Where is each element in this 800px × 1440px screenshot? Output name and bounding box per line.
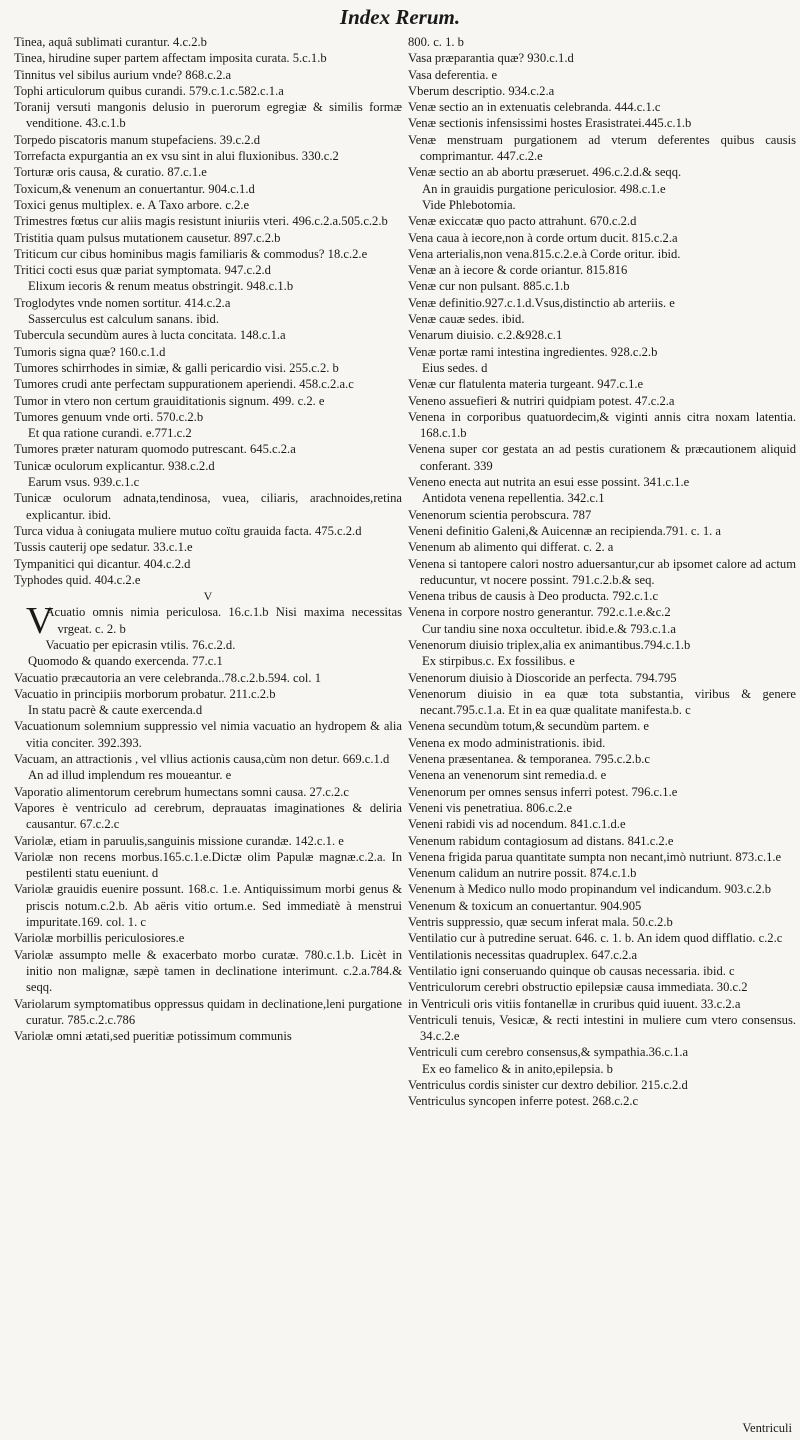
index-entry: Venæ exiccatæ quo pacto attrahunt. 670.c.2.d [408,214,637,229]
index-entry: Vena arterialis,non vena.815.c.2.e.à Corde oritur. ibid. [408,246,681,261]
index-entry: Venena secundùm totum,& secundùm partem. e [408,719,649,734]
index-entry: Torturæ oris causa, & curatio. 87.c.1.e [14,165,207,180]
index-entry: Venæ menstruam purgationem ad vterum deferentes quibus causis comprimantur. 447.c.2.e [408,132,796,164]
index-entry: Vacuatio in principiis morborum probatur. 211.c.2.b [14,686,276,701]
index-entry: Venæ portæ rami intestina ingredientes. 928.c.2.b [408,344,658,359]
index-entry: Venenorum per omnes sensus inferri potest. 796.c.1.e [408,784,678,799]
index-entry: Vena caua à iecore,non à corde ortum ducit. 815.c.2.a [408,230,678,245]
index-entry: Vberum descriptio. 934.c.2.a [408,83,555,98]
index-entry: Vapores è ventriculo ad cerebrum, deprauatas imaginationes & deliria causantur. 67.c.2.c [14,800,402,832]
index-entry: Veneni vis penetratiua. 806.c.2.e [408,800,573,815]
index-entry: Toxicum,& venenum an conuertantur. 904.c.1.d [14,181,255,196]
left-column [14,34,402,1434]
index-entry: Tympanitici qui dicantur. 404.c.2.d [14,556,191,571]
index-entry: Venena ex modo administrationis. ibid. [408,735,606,750]
index-entry: Elixum iecoris & renum meatus obstringit. 948.c.1.b [28,279,294,294]
index-entry: Venæ an à iecore & corde oriantur. 815.816 [408,263,628,278]
index-entry: Venæ definitio.927.c.1.d.Vsus,distinctio ab arteriis. e [408,295,675,310]
index-entry: Venena in corporibus quatuordecim,& viginti annis citra noxam latentia. 168.c.1.b [408,409,796,441]
index-entry: Veneno assuefieri & nutriri quidpiam potest. 47.c.2.a [408,393,675,408]
index-entry: Venenum rabidum contagiosum ad distans. 841.c.2.e [408,833,674,848]
index-entry: Veneno enecta aut nutrita an esui esse possint. 341.c.1.e [408,475,690,490]
index-entry: Ventriculus syncopen inferre potest. 268.c.2.c [408,1094,639,1109]
index-entry: Variolæ non recens morbus.165.c.1.e.Dictæ olim Papulæ magnæ.c.2.a. In pestilenti statu eueniunt. d [14,849,402,881]
index-entry: Venena super cor gestata an ad pestis curationem & præcautionem aliquid conferant. 339 [408,442,796,473]
index-entry: Vide Phlebotomia. [422,197,516,212]
index-entry: Tinnitus vel sibilus aurium vnde? 868.c.2.a [14,67,232,82]
index-entry: Vasa præparantia quæ? 930.c.1.d [408,51,574,66]
index-entry: An ad illud implendum res moueantur. e [28,768,232,783]
index-entry: Tumores præter naturam quomodo putrescant. 645.c.2.a [14,442,296,457]
index-entry: Vacuatio per epicrasin vtilis. 76.c.2.d. [45,637,236,652]
index-entry: Venenum à Medico nullo modo propinandum vel indicandum. 903.c.2.b [408,882,772,897]
index-entry: Variolæ assumpto melle & exacerbato morbo curatæ. 780.c.1.b. Licèt in initio non malignæ, sæpè tamen in declinatione interimunt. c.2.a.784.& seqq. [14,947,402,995]
index-entry: Venena tribus de causis à Deo producta. 792.c.1.c [408,589,659,604]
index-entry: Ventriculorum cerebri obstructio epilepsiæ causa immediata. 30.c.2 [408,980,748,995]
index-entry: Tristitia quam pulsus mutationem causetur. 897.c.2.b [14,230,281,245]
index-entry: Venenorum diuisio in ea quæ tota substantia, viribus & genere necant.795.c.1.a. Et in ea quæ qualitate manifesta.b. c [408,686,796,718]
index-entry: Variolæ, etiam in paruulis,sanguinis missione curandæ. 142.c.1. e [14,833,344,848]
index-entry: Earum vsus. 939.c.1.c [28,475,140,490]
index-entry: Venæ sectio an ab abortu præseruet. 496.c.2.d.& seqq. [408,165,682,180]
index-entry: 800. c. 1. b [408,35,464,49]
index-entry: Vacuam, an attractionis , vel vllius actionis causa,cùm non detur. 669.c.1.d [14,752,390,767]
index-entry: Ventilatio igni conseruando quinque ob causas necessaria. ibid. c [408,963,735,978]
index-entry: Vacuatio præcautoria an vere celebranda..78.c.2.b.594. col. 1 [14,670,322,685]
index-entry: Trimestres fœtus cur aliis magis resistunt iniuriis vteri. 496.c.2.a.505.c.2.b [14,214,388,229]
index-entry: Tritici cocti esus quæ pariat symptomata. 947.c.2.d [14,263,271,278]
index-entry: Eius sedes. d [422,360,488,375]
index-entry: Quomodo & quando exercenda. 77.c.1 [28,654,223,669]
index-entry: Venenorum scientia perobscura. 787 [408,507,592,522]
section-letter: V [203,589,213,604]
index-entry: Torrefacta expurgantia an ex vsu sint in alui fluxionibus. 330.c.2 [14,149,339,164]
index-entry: Tumores schirrhodes in simiæ, & galli pericardio visi. 255.c.2. b [14,360,339,375]
index-entry: Tunicæ oculorum adnata,tendinosa, vuea, ciliaris, arachnoides,retina explicantur. ibid. [14,491,402,522]
index-entry: Ventriculi cum cerebro consensus,& sympathia.36.c.1.a [408,1045,689,1060]
index-entry: Tinea, hirudine super partem affectam imposita curata. 5.c.1.b [14,51,327,66]
index-entry: Venenorum diuisio à Dioscoride an perfecta. 794.795 [408,670,677,685]
index-entry: in Ventriculi oris vitiis fontanellæ in cruribus quid iuuent. 33.c.2.a [408,996,741,1011]
index-entry: Tinea, aquâ sublimati curantur. 4.c.2.b [14,35,207,49]
index-entry: Venenum ab alimento qui differat. c. 2. a [408,540,614,555]
right-column [408,34,796,1434]
index-entry: Tunicæ oculorum explicantur. 938.c.2.d [14,458,215,473]
index-entry: Ex stirpibus.c. Ex fossilibus. e [422,654,575,669]
index-entry: Tumores genuum vnde orti. 570.c.2.b [14,409,204,424]
index-entry: Toxici genus multiplex. e. A Taxo arbore. c.2.e [14,197,250,212]
index-entry: Venenum calidum an nutrire possit. 874.c.1.b [408,866,637,881]
index-entry: Tumor in vtero non certum grauiditationis signum. 499. c.2. e [14,393,325,408]
index-entry: Variolæ morbillis periculosiores.e [14,931,185,946]
page-title: Index Rerum. [339,5,461,29]
index-entry: Venæ cur flatulenta materia turgeant. 947.c.1.e [408,377,644,392]
index-entry: Variolarum symptomatibus oppressus quidam in declinatione,leni purgatione curatur. 785.c.2.c.786 [14,996,402,1027]
index-entry: Troglodytes vnde nomen sortitur. 414.c.2.a [14,295,231,310]
index-entry: Ventriculi tenuis, Vesicæ, & recti intestini in muliere cum vtero consensus. 34.c.2.e [408,1012,796,1044]
index-entry: Vacuationum solemnium suppressio vel nimia vacuatio an hydropem & alia vitia conciter. 392.393. [14,719,402,750]
index-entry: Venenorum diuisio triplex,alia ex animantibus.794.c.1.b [408,637,691,652]
index-entry: Cur tandiu sine noxa occultetur. ibid.e.& 793.c.1.a [422,621,676,636]
index-entry: Venena frigida parua quantitate sumpta non necant,imò nutriunt. 873.c.1.e [408,849,782,864]
index-entry: Tubercula secundùm aures à lucta concitata. 148.c.1.a [14,328,286,343]
index-entry: Venenum & toxicum an conuertantur. 904.905 [408,898,642,913]
index-entry: Variolæ grauidis euenire possunt. 168.c. 1.e. Antiquissimum morbi genus & priscis notum.c.2.b. Ab aëris vitio ortum.e. Sed immediatè à menstrui impuritate.169. col. 1. c [14,882,402,930]
index-entry: An in grauidis purgatione periculosior. 498.c.1.e [422,181,666,196]
index-entry: Ex eo famelico & in anito,epilepsia. b [422,1061,613,1076]
index-entry: Tophi articulorum quibus curandi. 579.c.1.c.582.c.1.a [14,83,284,98]
index-entry: Torpedo piscatoris manum stupefaciens. 39.c.2.d [14,132,261,147]
index-entry: Venarum diuisio. c.2.&928.c.1 [408,328,563,343]
index-entry: Venæ cur non pulsant. 885.c.1.b [408,279,570,294]
index-entry: Venæ sectio an in extenuatis celebranda. 444.c.1.c [408,100,661,115]
index-entry: Venena si tantopere calori nostro aduersantur,cur ab ipsomet calore ad actum reducuntur, vt nocere possint. 791.c.2.b.& seq. [408,556,796,587]
index-entry: Ventilatio cur à putredine seruat. 646. c. 1. b. An idem quod difflatio. c.2.c [408,931,783,946]
index-entry: Venena an venenorum sint remedia.d. e [408,768,607,783]
index-entry: Tumoris signa quæ? 160.c.1.d [14,344,166,359]
index-entry: Tumores crudi ante perfectam suppurationem aperiendi. 458.c.2.a.c [14,377,354,392]
index-entry-text: Acuatio omnis nimia periculosa. 16.c.1.b Nisi maxima necessitas vrgeat. c. 2. b [45,605,402,636]
index-entry: Veneni definitio Galeni,& Auicennæ an recipienda.791. c. 1. a [408,523,721,538]
index-entry: Antidota venena repellentia. 342.c.1 [422,491,605,506]
index-entry: Et qua ratione curandi. e.771.c.2 [28,426,192,441]
index-entry: Toranij versuti mangonis delusio in puerorum egregiæ & similis formæ venditione. 43.c.1.b [14,100,402,131]
catchword: Ventriculi [742,1421,792,1435]
index-entry: Ventris suppressio, quæ secum inferat mala. 50.c.2.b [408,915,673,930]
index-entry: Vasa deferentia. e [408,67,498,82]
index-entry: Veneni rabidi vis ad nocendum. 841.c.1.d.e [408,817,626,832]
drop-cap: V [26,600,54,643]
index-entry [14,600,402,643]
index-entry: Variolæ omni ætati,sed pueritiæ potissimum communis [14,1029,292,1044]
index-entry: Vaporatio alimentorum cerebrum humectans somni causa. 27.c.2.c [14,784,350,799]
index-entry: Turca vidua à coniugata muliere mutuo coïtu grauida facta. 475.c.2.d [14,523,362,538]
index-entry: Triticum cur cibus hominibus magis familiaris & commodus? 18.c.2.e [14,246,368,261]
index-entry: In statu pacrè & caute exercenda.d [28,703,203,718]
index-entry: Venæ cauæ sedes. ibid. [408,312,525,327]
index-entry: Typhodes quid. 404.c.2.e [14,572,141,587]
index-entry: Ventriculus cordis sinister cur dextro debilior. 215.c.2.d [408,1078,688,1092]
index-entry: Ventilationis necessitas quadruplex. 647.c.2.a [408,947,638,962]
index-entry: Venæ sectionis infensissimi hostes Erasistratei.445.c.1.b [408,116,692,131]
index-entry: Tussis cauterij ope sedatur. 33.c.1.e [14,540,193,555]
index-entry: Venena præsentanea. & temporanea. 795.c.2.b.c [408,752,650,767]
index-entry: Sasserculus est calculum sanans. ibid. [28,312,219,327]
index-entry: Venena in corpore nostro generantur. 792.c.1.e.&c.2 [408,605,671,620]
